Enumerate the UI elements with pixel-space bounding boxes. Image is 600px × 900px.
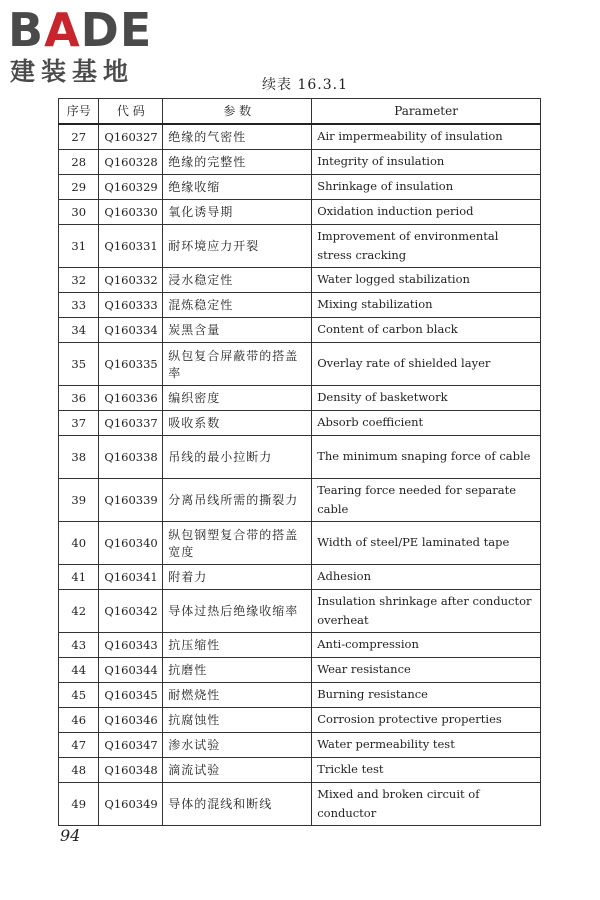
cell-code: Q160346	[99, 707, 163, 732]
cell-parameter-zh: 纵包复合屏蔽带的搭盖率	[163, 342, 312, 385]
cell-code: Q160343	[99, 632, 163, 657]
cell-parameter-zh: 炭黑含量	[163, 317, 312, 342]
cell-no: 49	[59, 782, 99, 825]
table-row	[59, 521, 541, 564]
cell-parameter-en: Density of basketwork	[312, 385, 541, 410]
cell-parameter-zh: 氧化诱导期	[163, 199, 312, 224]
cell-no: 47	[59, 732, 99, 757]
bade-logo	[8, 3, 178, 88]
cell-parameter-zh: 渗水试验	[163, 732, 312, 757]
table-row	[59, 292, 541, 317]
cell-no: 40	[59, 521, 99, 564]
cell-parameter-en: Corrosion protective properties	[312, 707, 541, 732]
cell-code: Q160348	[99, 757, 163, 782]
cell-parameter-en: Anti-compression	[312, 632, 541, 657]
cell-code: Q160334	[99, 317, 163, 342]
table-caption: 续表 16.3.1	[262, 77, 348, 93]
table-row	[59, 199, 541, 224]
cell-parameter-en: Water logged stabilization	[312, 267, 541, 292]
table-row	[59, 589, 541, 632]
cell-parameter-en: Wear resistance	[312, 657, 541, 682]
table-row	[59, 707, 541, 732]
table-row	[59, 757, 541, 782]
cell-code: Q160338	[99, 435, 163, 478]
table-row	[59, 632, 541, 657]
cell-code: Q160336	[99, 385, 163, 410]
cell-code: Q160337	[99, 410, 163, 435]
cell-code: Q160339	[99, 478, 163, 521]
cell-code: Q160327	[99, 124, 163, 150]
cell-code: Q160331	[99, 224, 163, 267]
table-row	[59, 657, 541, 682]
header-en: Parameter	[312, 99, 541, 124]
cell-parameter-en: Absorb coefficient	[312, 410, 541, 435]
table-row	[59, 410, 541, 435]
cell-no: 42	[59, 589, 99, 632]
cell-parameter-zh: 耐环境应力开裂	[163, 224, 312, 267]
cell-parameter-en: Mixed and broken circuit of conductor	[312, 782, 541, 825]
cell-no: 45	[59, 682, 99, 707]
cell-parameter-en: Adhesion	[312, 564, 541, 589]
cell-code: Q160347	[99, 732, 163, 757]
table-row	[59, 174, 541, 199]
cell-parameter-en: Insulation shrinkage after conductor overheat	[312, 589, 541, 632]
cell-parameter-zh: 混炼稳定性	[163, 292, 312, 317]
cell-no: 39	[59, 478, 99, 521]
header-code: 代 码	[99, 99, 163, 124]
cell-parameter-en: Width of steel/PE laminated tape	[312, 521, 541, 564]
table-row	[59, 732, 541, 757]
cell-parameter-zh: 导体过热后绝缘收缩率	[163, 589, 312, 632]
logo-wordmark: BADE	[8, 3, 153, 57]
table-row	[59, 342, 541, 385]
cell-no: 34	[59, 317, 99, 342]
table-row	[59, 224, 541, 267]
cell-parameter-zh: 绝缘的完整性	[163, 149, 312, 174]
table-row	[59, 478, 541, 521]
cell-no: 44	[59, 657, 99, 682]
cell-parameter-en: Trickle test	[312, 757, 541, 782]
cell-no: 29	[59, 174, 99, 199]
cell-code: Q160349	[99, 782, 163, 825]
cell-parameter-en: The minimum snaping force of cable	[312, 435, 541, 478]
cell-parameter-en: Shrinkage of insulation	[312, 174, 541, 199]
cell-code: Q160341	[99, 564, 163, 589]
cell-no: 32	[59, 267, 99, 292]
cell-parameter-zh: 耐燃烧性	[163, 682, 312, 707]
cell-no: 35	[59, 342, 99, 385]
cell-code: Q160344	[99, 657, 163, 682]
cell-no: 37	[59, 410, 99, 435]
cell-parameter-zh: 吸收系数	[163, 410, 312, 435]
table-header-row	[59, 99, 541, 124]
cell-parameter-zh: 编织密度	[163, 385, 312, 410]
table-row	[59, 782, 541, 825]
cell-parameter-en: Tearing force needed for separate cable	[312, 478, 541, 521]
cell-no: 30	[59, 199, 99, 224]
table-row	[59, 564, 541, 589]
cell-code: Q160335	[99, 342, 163, 385]
cell-parameter-en: Mixing stabilization	[312, 292, 541, 317]
cell-parameter-en: Improvement of environmental stress cracking	[312, 224, 541, 267]
cell-parameter-en: Burning resistance	[312, 682, 541, 707]
cell-no: 46	[59, 707, 99, 732]
table-row	[59, 682, 541, 707]
cell-code: Q160330	[99, 199, 163, 224]
cell-no: 48	[59, 757, 99, 782]
cell-no: 38	[59, 435, 99, 478]
cell-parameter-zh: 抗磨性	[163, 657, 312, 682]
table-row	[59, 267, 541, 292]
header-zh: 参 数	[163, 99, 312, 124]
header-no: 序号	[59, 99, 99, 124]
parameter-table	[58, 98, 541, 826]
cell-parameter-zh: 绝缘的气密性	[163, 124, 312, 150]
logo-subtitle: 建装基地	[10, 57, 135, 86]
cell-parameter-en: Water permeability test	[312, 732, 541, 757]
cell-no: 36	[59, 385, 99, 410]
cell-no: 31	[59, 224, 99, 267]
cell-no: 43	[59, 632, 99, 657]
table-row	[59, 317, 541, 342]
cell-parameter-zh: 抗压缩性	[163, 632, 312, 657]
cell-code: Q160332	[99, 267, 163, 292]
table-row	[59, 385, 541, 410]
cell-parameter-zh: 导体的混线和断线	[163, 782, 312, 825]
cell-parameter-en: Overlay rate of shielded layer	[312, 342, 541, 385]
cell-parameter-zh: 吊线的最小拉断力	[163, 435, 312, 478]
cell-parameter-en: Integrity of insulation	[312, 149, 541, 174]
cell-parameter-en: Oxidation induction period	[312, 199, 541, 224]
table-row	[59, 124, 541, 150]
cell-parameter-zh: 滴流试验	[163, 757, 312, 782]
cell-code: Q160345	[99, 682, 163, 707]
cell-parameter-zh: 抗腐蚀性	[163, 707, 312, 732]
table-row	[59, 435, 541, 478]
cell-parameter-zh: 分离吊线所需的撕裂力	[163, 478, 312, 521]
cell-parameter-zh: 附着力	[163, 564, 312, 589]
cell-no: 41	[59, 564, 99, 589]
cell-code: Q160342	[99, 589, 163, 632]
cell-parameter-en: Content of carbon black	[312, 317, 541, 342]
cell-parameter-zh: 纵包钢塑复合带的搭盖宽度	[163, 521, 312, 564]
cell-parameter-zh: 浸水稳定性	[163, 267, 312, 292]
cell-no: 33	[59, 292, 99, 317]
cell-no: 27	[59, 124, 99, 150]
cell-code: Q160329	[99, 174, 163, 199]
cell-code: Q160328	[99, 149, 163, 174]
cell-parameter-zh: 绝缘收缩	[163, 174, 312, 199]
cell-parameter-en: Air impermeability of insulation	[312, 124, 541, 150]
cell-code: Q160333	[99, 292, 163, 317]
cell-no: 28	[59, 149, 99, 174]
table-row	[59, 149, 541, 174]
page-number: 94	[60, 826, 81, 845]
cell-code: Q160340	[99, 521, 163, 564]
